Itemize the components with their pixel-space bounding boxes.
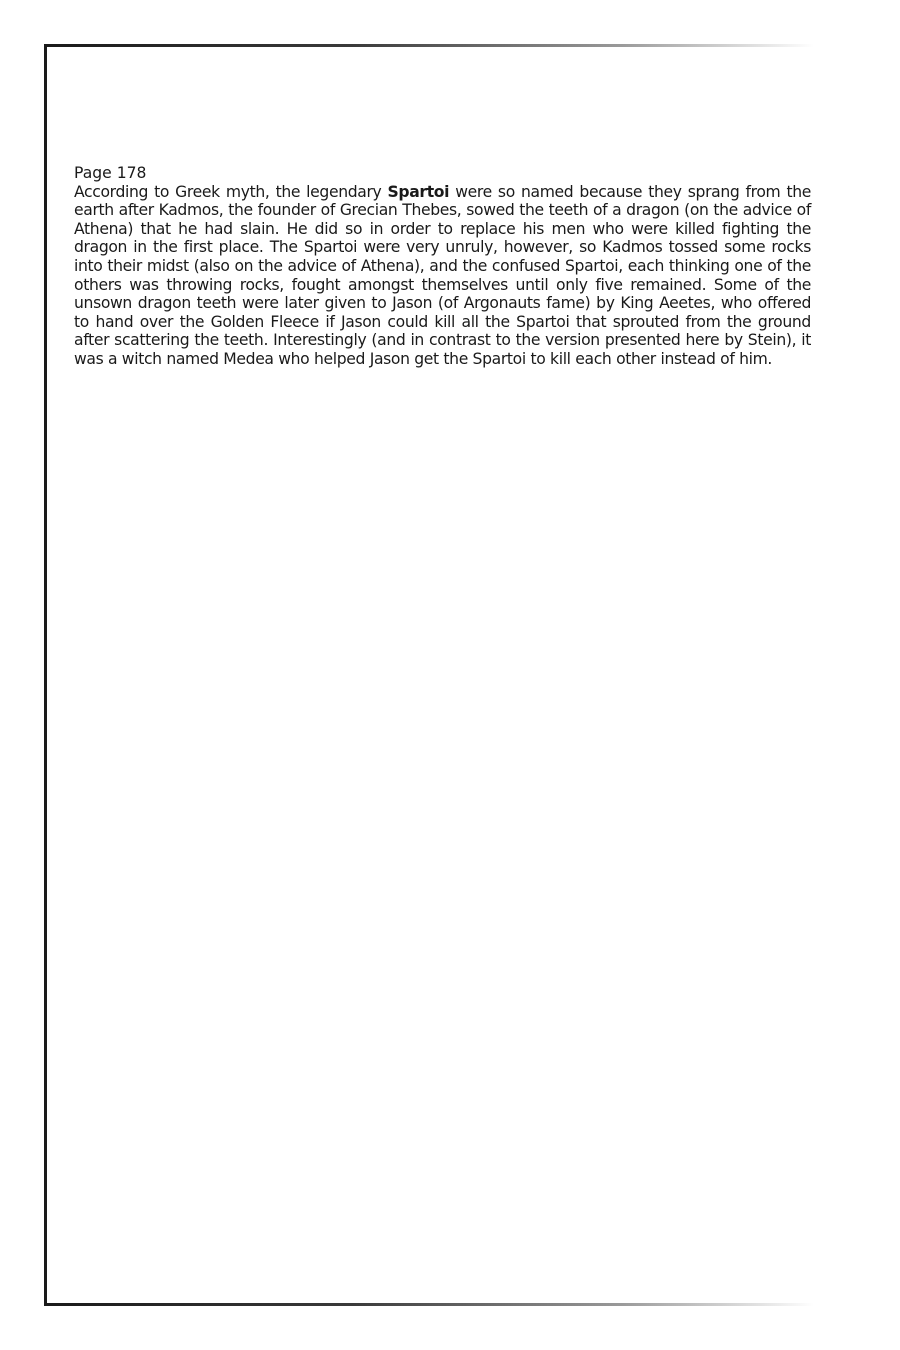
note-block (74, 164, 811, 369)
note-term-bold: Spartoi (387, 182, 450, 201)
note-text-after: were so named because they sprang from the earth after Kadmos, the founder of Grecian Thebes, sowed the teeth of a dragon (on the advice of Athena) that he had slain. He did so in order to replace his men who were killed fighting the dragon in the first place. The Spartoi were very unruly, however, so Kadmos tossed some rocks into their midst (also on the advice of Athena), and the confused Spartoi, each thinking one of the others was throwing rocks, fought amongst themselves until only five remained. Some of the unsown dragon teeth were later given to Jason (of Argonauts fame) by King Aeetes, who offered to hand over the Golden Fleece if Jason could kill all the Spartoi that sprouted from the ground after scattering the teeth. Interestingly (and in contrast to the version presented here by Stein), it was a witch named Medea who helped Jason get the Spartoi to kill each other instead of him. (74, 182, 811, 368)
page-frame-top-rule (44, 44, 814, 47)
page-frame-bottom-rule (44, 1303, 814, 1306)
note-text-before: According to Greek myth, the legendary (74, 182, 388, 201)
note-paragraph (74, 183, 811, 369)
page-frame-left-rule (44, 44, 47, 1306)
page-reference: Page 178 (74, 164, 147, 182)
